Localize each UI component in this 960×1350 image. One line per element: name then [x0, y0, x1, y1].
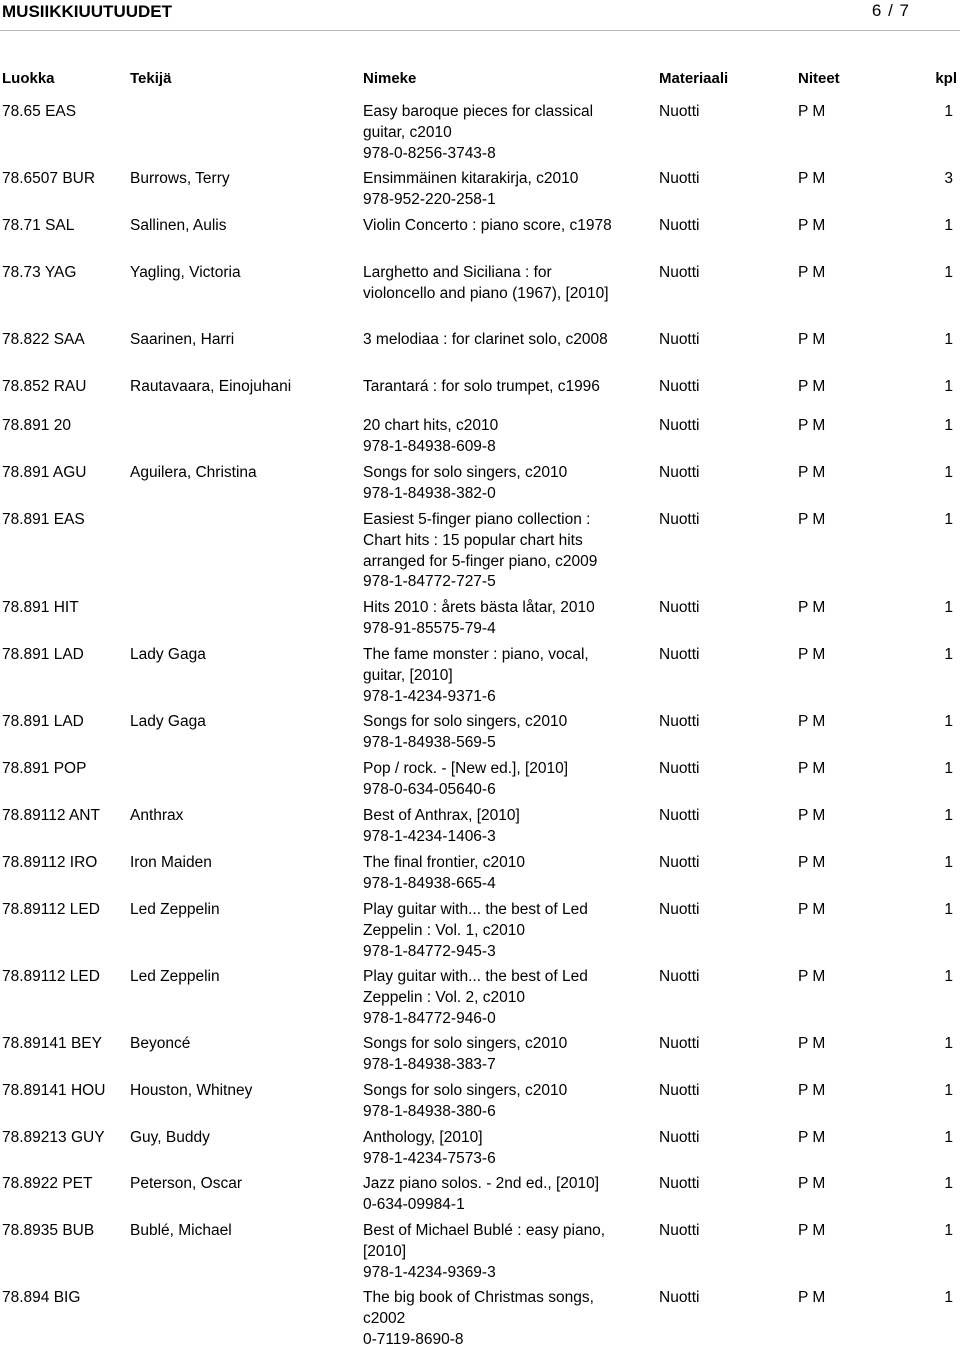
- row-isbn: 0-7119-8690-8: [363, 1330, 464, 1348]
- row-title: Jazz piano solos. - 2nd ed., [2010]: [363, 1175, 600, 1192]
- row-tekija: Rautavaara, Einojuhani: [130, 378, 292, 395]
- row-tekija: Peterson, Oscar: [130, 1175, 242, 1192]
- row-kpl: 1: [944, 511, 953, 528]
- row-luokka: 78.89112 ANT: [2, 807, 100, 824]
- row-kpl: 1: [944, 217, 953, 234]
- row-tekija: Led Zeppelin: [130, 968, 220, 985]
- row-isbn: 978-1-84772-946-0: [363, 1009, 496, 1027]
- row-tekija: Houston, Whitney: [130, 1082, 253, 1099]
- row-isbn: 978-1-84938-383-7: [363, 1055, 496, 1073]
- row-title: Pop / rock. - [New ed.], [2010]: [363, 760, 569, 777]
- page-number: 6 / 7: [871, 1, 910, 20]
- row-luokka: 78.65 EAS: [2, 103, 77, 120]
- row-luokka: 78.891 AGU: [2, 464, 87, 481]
- row-materiaali: Nuotti: [659, 1129, 700, 1146]
- row-luokka: 78.89141 BEY: [2, 1035, 102, 1052]
- row-kpl: 1: [944, 968, 953, 985]
- row-materiaali: Nuotti: [659, 264, 700, 281]
- page-header: [0, 0, 960, 28]
- row-materiaali: Nuotti: [659, 511, 700, 528]
- row-isbn: 978-91-85575-79-4: [363, 619, 496, 637]
- row-isbn: 978-1-4234-9371-6: [363, 687, 496, 705]
- row-niteet: P M: [798, 968, 826, 985]
- row-materiaali: Nuotti: [659, 1289, 700, 1306]
- row-nimeke: [363, 967, 628, 1029]
- row-luokka: 78.891 20: [2, 417, 71, 434]
- row-title: Easiest 5-finger piano collection : Chart hits : 15 popular chart hits arranged for 5-finger piano, c2009: [363, 511, 598, 570]
- row-nimeke: [363, 330, 628, 351]
- row-kpl: 1: [944, 646, 953, 663]
- row-niteet: P M: [798, 599, 826, 616]
- row-nimeke: [363, 598, 628, 640]
- row-kpl: 1: [944, 1175, 953, 1192]
- row-isbn: 978-1-84938-569-5: [363, 733, 496, 751]
- row-kpl: 1: [944, 760, 953, 777]
- row-niteet: P M: [798, 378, 826, 395]
- row-title: The final frontier, c2010: [363, 854, 525, 871]
- row-kpl: 1: [944, 1289, 953, 1306]
- row-niteet: P M: [798, 854, 826, 871]
- row-nimeke: [363, 510, 628, 593]
- row-title: Best of Michael Bublé : easy piano, [2010]: [363, 1222, 606, 1260]
- row-luokka: 78.89213 GUY: [2, 1129, 105, 1146]
- row-luokka: 78.891 HIT: [2, 599, 79, 616]
- row-title: Violin Concerto : piano score, c1978: [363, 217, 612, 234]
- row-niteet: P M: [798, 1222, 826, 1239]
- column-header-kpl: kpl: [935, 70, 957, 87]
- row-kpl: 1: [944, 464, 953, 481]
- row-nimeke: [363, 1288, 628, 1350]
- row-kpl: 1: [944, 599, 953, 616]
- row-kpl: 1: [944, 1222, 953, 1239]
- row-isbn: 978-1-84938-609-8: [363, 437, 496, 455]
- row-niteet: P M: [798, 1035, 826, 1052]
- row-materiaali: Nuotti: [659, 854, 700, 871]
- column-header-tekija: Tekijä: [130, 70, 172, 87]
- row-title: Easy baroque pieces for classical guitar, c2010: [363, 103, 594, 141]
- row-tekija: Burrows, Terry: [130, 170, 230, 187]
- row-niteet: P M: [798, 901, 826, 918]
- row-tekija: Lady Gaga: [130, 646, 206, 663]
- row-nimeke: [363, 463, 628, 505]
- row-materiaali: Nuotti: [659, 968, 700, 985]
- row-title: Best of Anthrax, [2010]: [363, 807, 520, 824]
- row-niteet: P M: [798, 331, 826, 348]
- row-isbn: 978-1-4234-9369-3: [363, 1263, 496, 1281]
- row-luokka: 78.8935 BUB: [2, 1222, 95, 1239]
- row-isbn: 0-634-09984-1: [363, 1195, 465, 1213]
- row-nimeke: [363, 1174, 628, 1216]
- row-kpl: 1: [944, 331, 953, 348]
- row-nimeke: [363, 377, 628, 398]
- column-header-nimeke: Nimeke: [363, 70, 417, 87]
- row-isbn: 978-1-84772-945-3: [363, 942, 496, 960]
- row-niteet: P M: [798, 1082, 826, 1099]
- row-niteet: P M: [798, 1289, 826, 1306]
- row-niteet: P M: [798, 103, 826, 120]
- row-isbn: 978-1-84938-665-4: [363, 874, 496, 892]
- row-kpl: 1: [944, 901, 953, 918]
- row-materiaali: Nuotti: [659, 599, 700, 616]
- row-tekija: Yagling, Victoria: [130, 264, 241, 281]
- row-niteet: P M: [798, 170, 826, 187]
- column-header-materiaali: Materiaali: [659, 70, 729, 87]
- row-niteet: P M: [798, 807, 826, 824]
- row-nimeke: [363, 853, 628, 895]
- row-kpl: 3: [944, 170, 953, 187]
- row-niteet: P M: [798, 217, 826, 234]
- row-luokka: 78.71 SAL: [2, 217, 75, 234]
- row-luokka: 78.822 SAA: [2, 331, 85, 348]
- row-materiaali: Nuotti: [659, 331, 700, 348]
- row-materiaali: Nuotti: [659, 464, 700, 481]
- row-tekija: Anthrax: [130, 807, 184, 824]
- row-niteet: P M: [798, 1129, 826, 1146]
- row-nimeke: [363, 102, 628, 164]
- row-nimeke: [363, 900, 628, 962]
- row-kpl: 1: [944, 264, 953, 281]
- row-niteet: P M: [798, 713, 826, 730]
- row-tekija: Iron Maiden: [130, 854, 212, 871]
- column-header-niteet: Niteet: [798, 70, 840, 87]
- row-isbn: 978-952-220-258-1: [363, 190, 496, 208]
- row-title: 20 chart hits, c2010: [363, 417, 499, 434]
- row-nimeke: [363, 645, 628, 707]
- row-luokka: 78.852 RAU: [2, 378, 87, 395]
- row-tekija: Beyoncé: [130, 1035, 191, 1052]
- row-kpl: 1: [944, 854, 953, 871]
- row-luokka: 78.891 EAS: [2, 511, 85, 528]
- row-kpl: 1: [944, 1082, 953, 1099]
- row-title: Tarantará : for solo trumpet, c1996: [363, 378, 600, 395]
- row-niteet: P M: [798, 1175, 826, 1192]
- row-niteet: P M: [798, 760, 826, 777]
- column-header-luokka: Luokka: [2, 70, 55, 87]
- row-tekija: Lady Gaga: [130, 713, 206, 730]
- row-materiaali: Nuotti: [659, 1175, 700, 1192]
- row-nimeke: [363, 1221, 628, 1283]
- row-isbn: 978-1-84938-382-0: [363, 484, 496, 502]
- row-title: Songs for solo singers, c2010: [363, 713, 568, 730]
- row-nimeke: [363, 263, 628, 305]
- row-materiaali: Nuotti: [659, 646, 700, 663]
- row-luokka: 78.894 BIG: [2, 1289, 81, 1306]
- row-nimeke: [363, 712, 628, 754]
- row-nimeke: [363, 759, 628, 801]
- row-isbn: 978-0-8256-3743-8: [363, 144, 496, 162]
- row-kpl: 1: [944, 378, 953, 395]
- row-tekija: Sallinen, Aulis: [130, 217, 227, 234]
- row-isbn: 978-1-4234-1406-3: [363, 827, 496, 845]
- row-title: Larghetto and Siciliana : for violoncello and piano (1967), [2010]: [363, 264, 609, 302]
- row-title: 3 melodiaa : for clarinet solo, c2008: [363, 331, 608, 348]
- row-materiaali: Nuotti: [659, 713, 700, 730]
- row-niteet: P M: [798, 511, 826, 528]
- row-title: Songs for solo singers, c2010: [363, 1082, 568, 1099]
- row-kpl: 1: [944, 807, 953, 824]
- row-nimeke: [363, 1034, 628, 1076]
- row-title: Songs for solo singers, c2010: [363, 1035, 568, 1052]
- row-luokka: 78.891 POP: [2, 760, 87, 777]
- row-materiaali: Nuotti: [659, 1082, 700, 1099]
- row-luokka: 78.891 LAD: [2, 713, 84, 730]
- row-luokka: 78.73 YAG: [2, 264, 77, 281]
- row-isbn: 978-1-4234-7573-6: [363, 1149, 496, 1167]
- row-kpl: 1: [944, 1035, 953, 1052]
- row-luokka: 78.89141 HOU: [2, 1082, 106, 1099]
- row-title: The fame monster : piano, vocal, guitar, [2010]: [363, 646, 589, 684]
- row-nimeke: [363, 169, 628, 211]
- row-title: Play guitar with... the best of Led Zeppelin : Vol. 2, c2010: [363, 968, 588, 1006]
- row-materiaali: Nuotti: [659, 807, 700, 824]
- row-title: Anthology, [2010]: [363, 1129, 483, 1146]
- row-materiaali: Nuotti: [659, 417, 700, 434]
- row-niteet: P M: [798, 417, 826, 434]
- document-title: MUSIIKKIUUTUUDET: [2, 2, 172, 21]
- row-kpl: 1: [944, 103, 953, 120]
- row-title: Ensimmäinen kitarakirja, c2010: [363, 170, 579, 187]
- row-materiaali: Nuotti: [659, 1222, 700, 1239]
- row-materiaali: Nuotti: [659, 760, 700, 777]
- row-luokka: 78.89112 LED: [2, 901, 100, 918]
- row-luokka: 78.8922 PET: [2, 1175, 93, 1192]
- row-luokka: 78.89112 LED: [2, 968, 100, 985]
- row-materiaali: Nuotti: [659, 901, 700, 918]
- row-niteet: P M: [798, 646, 826, 663]
- row-nimeke: [363, 1128, 628, 1170]
- row-title: Songs for solo singers, c2010: [363, 464, 568, 481]
- row-kpl: 1: [944, 1129, 953, 1146]
- row-nimeke: [363, 806, 628, 848]
- row-isbn: 978-1-84772-727-5: [363, 573, 496, 591]
- row-nimeke: [363, 216, 628, 237]
- row-title: The big book of Christmas songs, c2002: [363, 1289, 594, 1327]
- row-luokka: 78.6507 BUR: [2, 170, 96, 187]
- row-luokka: 78.891 LAD: [2, 646, 84, 663]
- row-nimeke: [363, 1081, 628, 1123]
- row-tekija: Saarinen, Harri: [130, 331, 235, 348]
- row-title: Hits 2010 : årets bästa låtar, 2010: [363, 599, 595, 616]
- row-luokka: 78.89112 IRO: [2, 854, 98, 871]
- row-isbn: 978-0-634-05640-6: [363, 780, 496, 798]
- row-materiaali: Nuotti: [659, 103, 700, 120]
- row-kpl: 1: [944, 713, 953, 730]
- row-nimeke: [363, 416, 628, 458]
- row-materiaali: Nuotti: [659, 1035, 700, 1052]
- row-tekija: Guy, Buddy: [130, 1129, 210, 1146]
- row-tekija: Led Zeppelin: [130, 901, 220, 918]
- row-kpl: 1: [944, 417, 953, 434]
- row-materiaali: Nuotti: [659, 170, 700, 187]
- row-tekija: Bublé, Michael: [130, 1222, 232, 1239]
- row-materiaali: Nuotti: [659, 378, 700, 395]
- row-niteet: P M: [798, 264, 826, 281]
- row-tekija: Aguilera, Christina: [130, 464, 257, 481]
- row-niteet: P M: [798, 464, 826, 481]
- header-divider: [0, 30, 960, 31]
- row-materiaali: Nuotti: [659, 217, 700, 234]
- row-isbn: 978-1-84938-380-6: [363, 1102, 496, 1120]
- row-title: Play guitar with... the best of Led Zeppelin : Vol. 1, c2010: [363, 901, 588, 939]
